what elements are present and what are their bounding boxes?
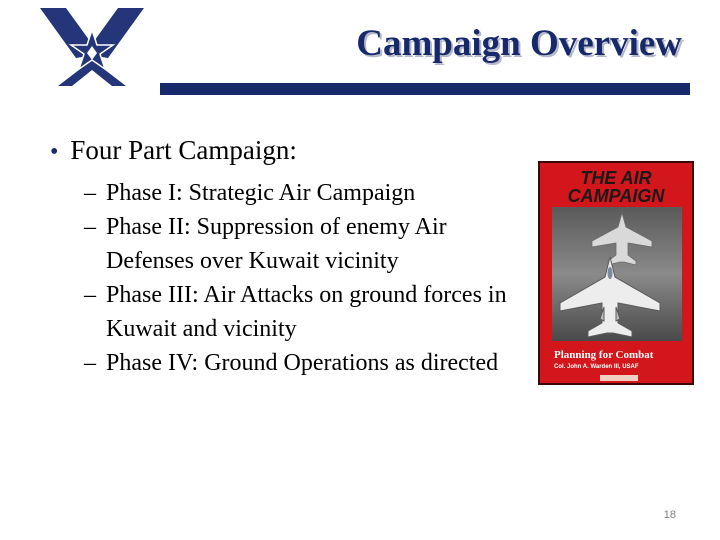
slide-title: Campaign Overview bbox=[356, 23, 682, 64]
sub-bullet-text: Phase I: Strategic Air Campaign bbox=[106, 180, 416, 206]
dash-icon: – bbox=[84, 214, 96, 240]
book-cover-image bbox=[538, 161, 694, 385]
cover-title-line: THE AIR bbox=[580, 168, 652, 188]
sub-bullet-phase-2 bbox=[84, 210, 534, 278]
title-divider bbox=[160, 83, 690, 95]
main-bullet bbox=[50, 133, 297, 169]
sub-bullet-phase-1 bbox=[84, 176, 534, 210]
cover-title bbox=[540, 169, 692, 205]
bullet-icon: • bbox=[50, 139, 59, 165]
air-force-logo-icon bbox=[36, 6, 148, 88]
main-bullet-text: Four Part Campaign: bbox=[70, 135, 297, 165]
dash-icon: – bbox=[84, 180, 96, 206]
dash-icon: – bbox=[84, 282, 96, 308]
cover-subtitle: Planning for Combat bbox=[554, 349, 654, 361]
cover-title-line: CAMPAIGN bbox=[567, 186, 665, 206]
sub-bullet-text: Phase III: Air Attacks on ground forces in Kuwait and vicinity bbox=[106, 282, 507, 342]
dash-icon: – bbox=[84, 350, 96, 376]
sub-bullet-text: Phase IV: Ground Operations as directed bbox=[106, 350, 499, 376]
fighter-jets-icon bbox=[552, 207, 682, 341]
cover-author: Col. John A. Warden III, USAF bbox=[554, 364, 639, 370]
cover-publisher-mark bbox=[600, 375, 638, 381]
sub-bullet-text: Phase II: Suppression of enemy Air Defenses over Kuwait vicinity bbox=[106, 214, 447, 274]
sub-bullet-list bbox=[84, 176, 534, 380]
sub-bullet-phase-3 bbox=[84, 278, 534, 346]
sub-bullet-phase-4 bbox=[84, 346, 534, 380]
page-number: 18 bbox=[663, 509, 676, 521]
